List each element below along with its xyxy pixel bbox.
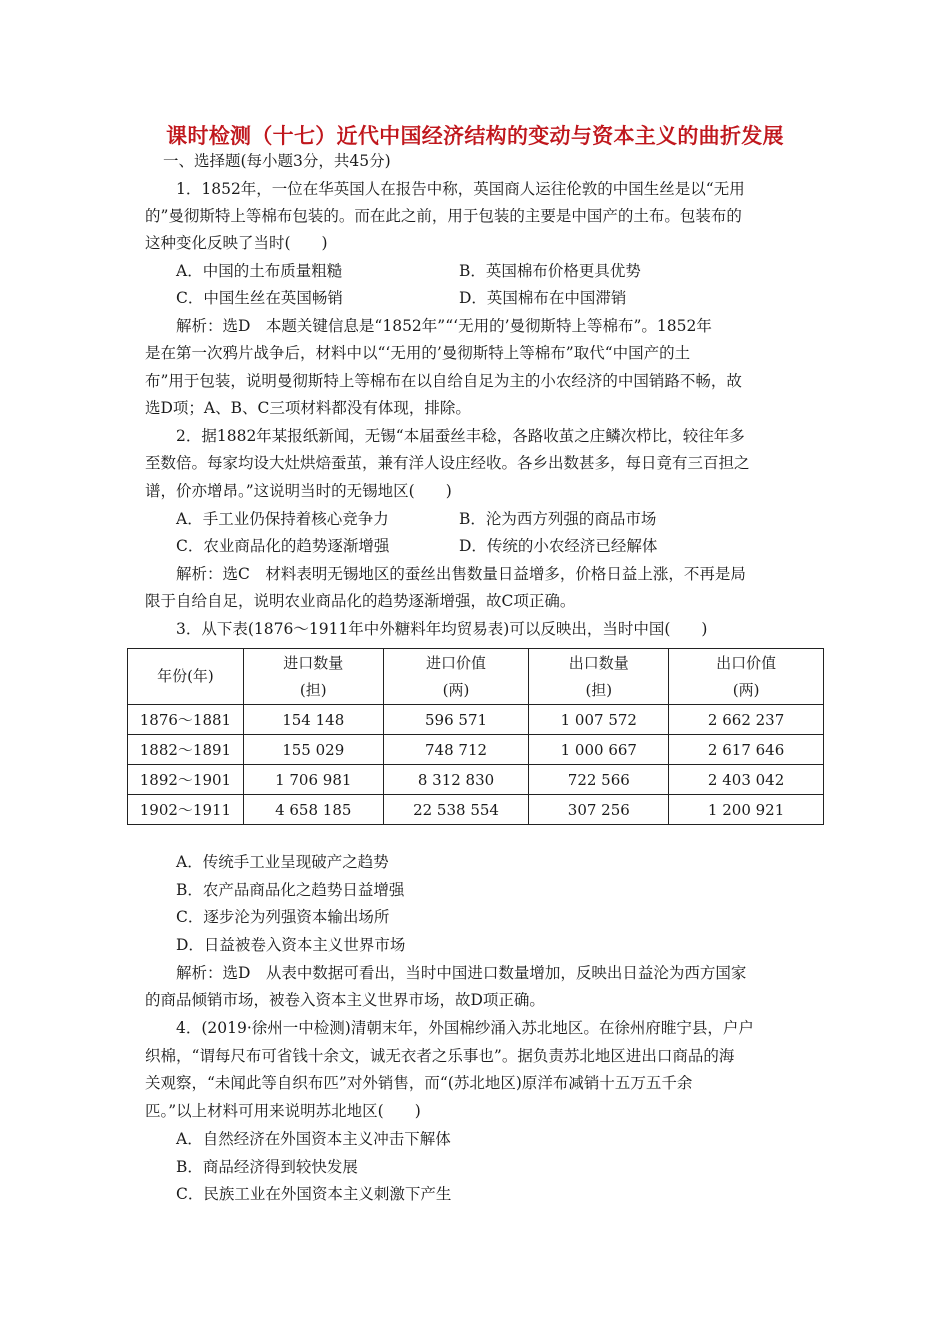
table-row <box>128 735 824 765</box>
table-cell: 1902～1911 <box>128 795 244 825</box>
q2-option-d: D．传统的小农经济已经解体 <box>459 537 658 555</box>
table-header-text: 进口数量 <box>283 653 344 672</box>
table-header-text: 进口价值 <box>426 653 487 672</box>
q4-stem-line: 匹。”以上材料可用来说明苏北地区( ) <box>145 1102 421 1120</box>
q4-stem-line: 织棉，“谓每尺布可省钱十余文，诚无衣者之乐事也”。据负责苏北地区进出口商品的海 <box>145 1047 735 1065</box>
q2-option-c: C．农业商品化的趋势逐渐增强 <box>176 537 390 555</box>
table-header-cell <box>243 649 383 705</box>
table-cell: 307 256 <box>529 795 669 825</box>
q3-stem: 3．从下表(1876～1911年中外糖料年均贸易表)可以反映出，当时中国( ) <box>176 620 708 638</box>
q2-stem-line: 谱，价亦增昂。”这说明当时的无锡地区( ) <box>145 482 452 500</box>
table-cell: 1 200 921 <box>669 795 824 825</box>
q3-option-d: D．日益被卷入资本主义世界市场 <box>176 936 406 954</box>
table-header-cell: 年份(年) <box>128 649 244 705</box>
table-cell: 2 662 237 <box>669 705 824 735</box>
table-cell: 155 029 <box>243 735 383 765</box>
q1-analysis-line: 选D项；A、B、C三项材料都没有体现，排除。 <box>145 399 471 417</box>
q1-option-b: B．英国棉布价格更具优势 <box>459 262 641 280</box>
table-cell: 1882～1891 <box>128 735 244 765</box>
q1-option-d: D．英国棉布在中国滞销 <box>459 289 627 307</box>
q2-stem-line: 2．据1882年某报纸新闻，无锡“本届蚕丝丰稔，各路收茧之庄鳞次栉比，较往年多 <box>176 427 745 445</box>
q4-option-c: C．民族工业在外国资本主义刺激下产生 <box>176 1185 452 1203</box>
table-cell: 596 571 <box>383 705 529 735</box>
table-cell: 1 706 981 <box>243 765 383 795</box>
q1-option-a: A．中国的土布质量粗糙 <box>176 262 343 280</box>
table-header-text: 出口价值 <box>716 653 777 672</box>
table-row <box>128 795 824 825</box>
q3-option-b: B．农产品商品化之趋势日益增强 <box>176 881 405 899</box>
table-cell: 1 007 572 <box>529 705 669 735</box>
q1-option-c: C．中国生丝在英国畅销 <box>176 289 343 307</box>
q3-analysis-line: 解析：选D 从表中数据可看出，当时中国进口数量增加，反映出日益沦为西方国家 <box>176 964 747 982</box>
table-cell: 1892～1901 <box>128 765 244 795</box>
table-cell: 748 712 <box>383 735 529 765</box>
table-header-unit: (两) <box>732 680 760 699</box>
q2-option-b: B．沦为西方列强的商品市场 <box>459 510 657 528</box>
table-header-row <box>128 649 824 705</box>
table-cell: 154 148 <box>243 705 383 735</box>
q4-option-a: A．自然经济在外国资本主义冲击下解体 <box>176 1130 451 1148</box>
q1-analysis-line: 布”用于包装，说明曼彻斯特上等棉布在以自给自足为主的小农经济的中国销路不畅，故 <box>145 372 742 390</box>
table-cell: 1876～1881 <box>128 705 244 735</box>
q4-option-b: B．商品经济得到较快发展 <box>176 1158 358 1176</box>
table-header-unit: (担) <box>299 680 327 699</box>
q1-analysis-line: 解析：选D 本题关键信息是“1852年”“‘无用的’曼彻斯特上等棉布”。1852年 <box>176 317 712 335</box>
table-cell: 8 312 830 <box>383 765 529 795</box>
table-cell: 22 538 554 <box>383 795 529 825</box>
table-header-cell <box>669 649 824 705</box>
table-row <box>128 705 824 735</box>
table-header-unit: (担) <box>585 680 613 699</box>
table-header-cell <box>383 649 529 705</box>
page-title: 课时检测（十七）近代中国经济结构的变动与资本主义的曲折发展 <box>166 123 784 148</box>
q4-stem-line: 4．(2019·徐州一中检测)清朝末年，外国棉纱涌入苏北地区。在徐州府睢宁县，户户 <box>176 1019 754 1037</box>
q1-stem-line: 1．1852年，一位在华英国人在报告中称，英国商人运往伦敦的中国生丝是以“无用 <box>176 180 745 198</box>
table-header-cell <box>529 649 669 705</box>
table-cell: 4 658 185 <box>243 795 383 825</box>
table-header-unit: (两) <box>442 680 470 699</box>
table-header-text: 出口数量 <box>568 653 629 672</box>
table-row <box>128 765 824 795</box>
table-cell: 2 617 646 <box>669 735 824 765</box>
q3-option-c: C．逐步沦为列强资本输出场所 <box>176 908 390 926</box>
q3-option-a: A．传统手工业呈现破产之趋势 <box>176 853 389 871</box>
q2-analysis-line: 限于自给自足，说明农业商品化的趋势逐渐增强，故C项正确。 <box>145 592 576 610</box>
section-heading: 一、选择题(每小题3分，共45分) <box>163 152 391 170</box>
q1-stem-line: 这种变化反映了当时( ) <box>145 234 328 252</box>
q1-analysis-line: 是在第一次鸦片战争后，材料中以“‘无用的’曼彻斯特上等棉布”取代“中国产的土 <box>145 344 691 362</box>
table-cell: 722 566 <box>529 765 669 795</box>
sugar-trade-table <box>127 648 824 825</box>
q2-analysis-line: 解析：选C 材料表明无锡地区的蚕丝出售数量日益增多，价格日益上涨，不再是局 <box>176 565 746 583</box>
q3-analysis-line: 的商品倾销市场，被卷入资本主义世界市场，故D项正确。 <box>145 991 545 1009</box>
q2-stem-line: 至数倍。每家均设大灶烘焙蚕茧，兼有洋人设庄经收。各乡出数甚多，每日竟有三百担之 <box>145 454 750 472</box>
q2-option-a: A．手工业仍保持着核心竞争力 <box>176 510 389 528</box>
q4-stem-line: 关观察，“未闻此等自织布匹”对外销售，而“(苏北地区)原洋布减销十五万五千余 <box>145 1074 693 1092</box>
table-cell: 2 403 042 <box>669 765 824 795</box>
table-cell: 1 000 667 <box>529 735 669 765</box>
q1-stem-line: 的”曼彻斯特上等棉布包装的。而在此之前，用于包装的主要是中国产的土布。包装布的 <box>145 207 742 225</box>
